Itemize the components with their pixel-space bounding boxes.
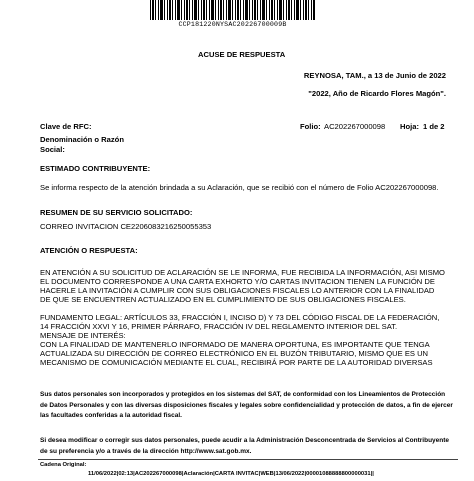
- intro-text: Se informa respecto de la atención brindada a su Aclaración, que se recibió con el número de Folio AC202267000098.: [40, 183, 439, 192]
- barcode-code: CCP181220NYSAC20226700009B: [178, 21, 287, 28]
- footer-divider: [38, 459, 458, 460]
- privacy-line: Sus datos personales son incorporados y protegidos en los sistemas del SAT, de conformidad con los Lineamientos de Protección: [40, 391, 446, 398]
- fundamento-line: 14 FRACCIÓN XXVI Y 16, PRIMER PÁRRAFO, FRACCIÓN IV DEL REGLAMENTO INTERIOR DEL SAT.: [40, 322, 398, 331]
- resumen-value: CORREO INVITACION CE2206083216250055353: [40, 222, 212, 231]
- fundamento-line: MECANISMO DE COMUNICACIÓN MEDIANTE EL CUAL, RECIBIRÁ POR PARTE DE LA AUTORIDAD DIVERSAS: [40, 358, 433, 367]
- fundamento-line: CON LA FINALIDAD DE MANTENERLO INFORMADO DE MANERA OPORTUNA, ES IMPORTANTE QUE TENGA: [40, 340, 430, 349]
- privacy-paragraph: [40, 390, 458, 422]
- privacy-line: de Datos Personales y con las diversas disposiciones fiscales y legales sobre confidencialidad y protección de datos, a fin de ejercer: [40, 401, 453, 409]
- folio-value: AC202267000098: [324, 122, 386, 131]
- razon-social-label: Social:: [40, 145, 65, 154]
- folio-label: Folio:: [300, 122, 321, 131]
- fundamento-paragraph: [40, 313, 458, 367]
- respuesta-line: EL DOCUMENTO CORRESPONDE A UNA CARTA EXHORTO Y/O CARTAS INVITACION TIENEN LA FUNCIÓN DE: [40, 277, 435, 286]
- atencion-heading: ATENCIÓN O RESPUESTA:: [40, 246, 138, 255]
- respuesta-paragraph: [40, 268, 458, 304]
- modify-line: Si desea modificar o corregir sus datos personales, puede acudir a la Administración Desconcentrada de Servicios al Contribuyente: [40, 437, 450, 444]
- modify-paragraph: [40, 436, 458, 457]
- document-title: ACUSE DE RESPUESTA: [198, 50, 286, 59]
- modify-line: de su preferencia y/o a través de la dirección http://www.sat.gob.mx.: [40, 447, 252, 455]
- respuesta-line: EN ATENCIÓN A SU SOLICITUD DE ACLARACIÓN SE LE INFORMA, FUE RECIBIDA LA INFORMACIÓN, ASI MISMO: [40, 268, 445, 277]
- place-date: REYNOSA, TAM., a 13 de Junio de 2022: [303, 71, 446, 80]
- cadena-label: Cadena Original:: [40, 462, 87, 468]
- hoja-value: 1 de 2: [423, 122, 445, 131]
- respuesta-line: DE QUE SE ENCUENTREN ACTUALIZADO EN EL CUMPLIMIENTO DE SUS OBLIGACIONES FISCALES.: [40, 295, 406, 304]
- year-slogan: "2022, Año de Ricardo Flores Magón".: [308, 89, 446, 98]
- hoja-label: Hoja:: [400, 122, 419, 131]
- fundamento-line: MENSAJE DE INTERÉS:: [40, 331, 126, 340]
- rfc-label: Clave de RFC:: [40, 122, 92, 131]
- resumen-heading: RESUMEN DE SU SERVICIO SOLICITADO:: [40, 208, 193, 217]
- estimado-heading: ESTIMADO CONTRIBUYENTE:: [40, 164, 151, 173]
- privacy-line: las facultades conferidas a la autoridad fiscal.: [40, 412, 182, 419]
- denominacion-label: Denominación o Razón: [40, 135, 124, 144]
- cadena-value: 11/06/2022|02:13|AC202267000098|Aclaración|CARTA INVITAC|WEB|13/06/2022|00001088888800000031||: [88, 471, 374, 477]
- barcode-image: [150, 0, 315, 20]
- respuesta-line: HACERLE LA INVITACIÓN A CUMPLIR CON SUS OBLIGACIONES FISCALES LO ANTERIOR CON LA FINALIDAD: [40, 286, 435, 295]
- fundamento-line: FUNDAMENTO LEGAL: ARTÍCULOS 33, FRACCIÓN I, INCISO D) Y 73 DEL CÓDIGO FISCAL DE LA FEDERACIÓN,: [40, 313, 440, 322]
- fundamento-line: ACTUALIZADA SU DIRECCIÓN DE CORREO ELECTRÓNICO EN EL BUZÓN TRIBUTARIO, MISMO QUE ES UN: [40, 349, 429, 358]
